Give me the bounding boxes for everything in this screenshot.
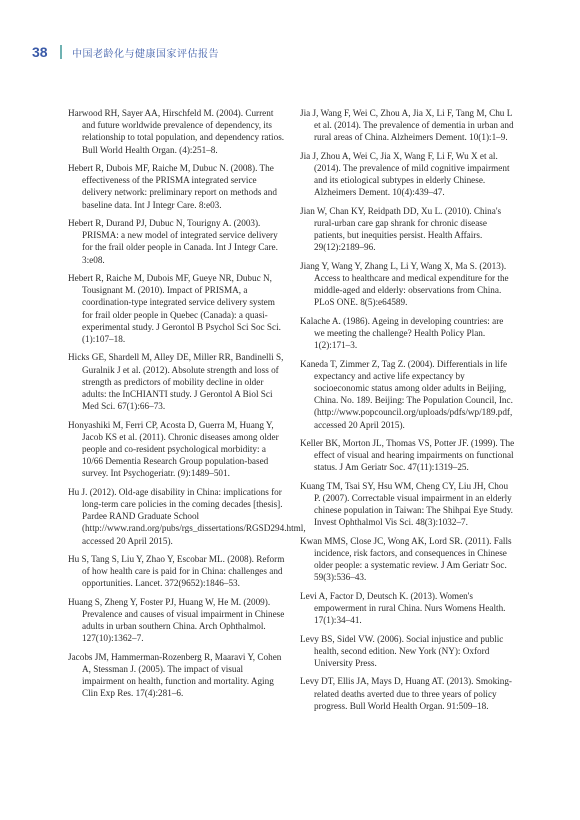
page-number: 38 — [32, 44, 48, 60]
reference-entry: Hicks GE, Shardell M, Alley DE, Miller RR, Bandinelli S, Guralnik J et al. (2012). Absolute strength and loss of strength as predictors of mobility decline in older adults: the InCHIANTI study. J Gerontol A Biol Sci Med Sci. 67(1):66–73. — [68, 352, 284, 412]
reference-entry: Harwood RH, Sayer AA, Hirschfeld M. (2004). Current and future worldwide prevalence of dependency, its relationship to total population, and dependency ratios. Bull World Health Organ. (4):251–8. — [68, 108, 285, 155]
reference-entry: Levy BS, Sidel VW. (2006). Social injustice and public health, second edition. New York (NY): Oxford University Press. — [300, 633, 504, 668]
references-column-right — [300, 107, 516, 718]
reference-entry: Kalache A. (1986). Ageing in developing countries: are we meeting the challenge? Health Policy Plan. 1(2):171–3. — [300, 315, 504, 351]
reference-entry: Hebert R, Dubois MF, Raiche M, Dubuc N. (2008). The effectiveness of the PRISMA integrated service delivery network: preliminary report on methods and baseline data. Int J Integr Care. 8:e03. — [68, 163, 277, 210]
report-title: 中国老龄化与健康国家评估报告 — [72, 48, 219, 60]
reference-entry: Jia J, Zhou A, Wei C, Jia X, Wang F, Li F, Wu X et al. (2014). The prevalence of mild cognitive impairment and its etiological subtypes in elderly Chinese. Alzheimers Dement. 10(4):439–47. — [300, 150, 510, 198]
reference-entry: Hebert R, Durand PJ, Dubuc N, Tourigny A. (2003). PRISMA: a new model of integrated service delivery for the frail older people in Canada. Int J Integr Care. 3:e08. — [68, 218, 278, 265]
reference-entry: Honyashiki M, Ferri CP, Acosta D, Guerra M, Huang Y, Jacob KS et al. (2011). Chronic diseases among older people and co-resident psychological morbidity: a 10/66 Dementia Research Group population-based survey. Int Psychogeriatr. (9):1489–501. — [68, 419, 279, 479]
reference-entry: Hu S, Tang S, Liu Y, Zhao Y, Escobar ML. (2008). Reform of how health care is paid for in China: challenges and opportunities. Lancet. 372(9652):1846–53. — [68, 554, 285, 589]
page-header — [32, 44, 219, 60]
reference-entry: Kaneda T, Zimmer Z, Tag Z. (2004). Differentials in life expectancy and active life expectancy by socioeconomic status among older adults in Beijing, China. No. 189. Beijing: The Population Council, Inc. (http://www.popcouncil.org/uploads/pdfs/wp/189.pdf, accessed 20 April 2015). — [300, 358, 513, 430]
references-column-left — [68, 107, 306, 706]
header-divider — [60, 45, 62, 59]
reference-entry: Jian W, Chan KY, Reidpath DD, Xu L. (2010). China's rural-urban care gap shrank for chronic disease patients, but inequities persist. Health Affairs. 29(12):2189–96. — [300, 205, 502, 253]
reference-entry: Jiang Y, Wang Y, Zhang L, Li Y, Wang X, Ma S. (2013). Access to healthcare and medical expenditure for the middle-aged and elderly: observations from China. PLoS ONE. 8(5):e64589. — [300, 260, 509, 308]
reference-entry: Levi A, Factor D, Deutsch K. (2013). Women's empowerment in rural China. Nurs Womens Health. 17(1):34–41. — [300, 590, 506, 626]
reference-entry: Jacobs JM, Hammerman-Rozenberg R, Maaravi Y, Cohen A, Stessman J. (2005). The impact of visual impairment on health, function and mortality. Aging Clin Exp Res. 17(4):281–6. — [68, 651, 282, 699]
reference-entry: Hebert R, Raiche M, Dubois MF, Gueye NR, Dubuc N, Tousignant M. (2010). Impact of PRISMA, a coordination-type integrated service delivery system for frail older people in Quebec (Canada): a quasi-experimental study. J Gerontol B Psychol Sci Soc Sci. (1):107–18. — [68, 273, 281, 345]
reference-entry: Levy DT, Ellis JA, Mays D, Huang AT. (2013). Smoking-related deaths averted due to three years of policy progress. Bull World Health Organ. 91:509–18. — [300, 676, 512, 711]
reference-entry: Jia J, Wang F, Wei C, Zhou A, Jia X, Li F, Tang M, Chu L et al. (2014). The prevalence of dementia in urban and rural areas of China. Alzheimers Dement. 10(1):1–9. — [300, 108, 514, 143]
reference-entry: Hu J. (2012). Old-age disability in China: implications for long-term care policies in the coming decades [thesis]. Pardee RAND Graduate School (http://www.rand.org/pubs/rgs_dissertations/RGSD294.html, accessed 20 April 2015). — [68, 486, 306, 546]
reference-entry: Keller BK, Morton JL, Thomas VS, Potter JF. (1999). The effect of visual and hearing impairments on functional status. J Am Geriatr Soc. 47(11):1319–25. — [300, 438, 515, 473]
reference-entry: Kwan MMS, Close JC, Wong AK, Lord SR. (2011). Falls incidence, risk factors, and consequences in Chinese older people: a systematic review. J Am Geriatr Soc. 59(3):536–43. — [300, 535, 512, 583]
reference-entry: Kuang TM, Tsai SY, Hsu WM, Cheng CY, Liu JH, Chou P. (2007). Correctable visual impairment in an elderly chinese population in Taiwan: The Shihpai Eye Study. Invest Ophthalmol Vis Sci. 48(3):1032–7. — [300, 480, 513, 528]
reference-entry: Huang S, Zheng Y, Foster PJ, Huang W, He M. (2009). Prevalence and causes of visual impairment in Chinese adults in urban southern China. Arch Ophthalmol. 127(10):1362–7. — [68, 596, 285, 644]
